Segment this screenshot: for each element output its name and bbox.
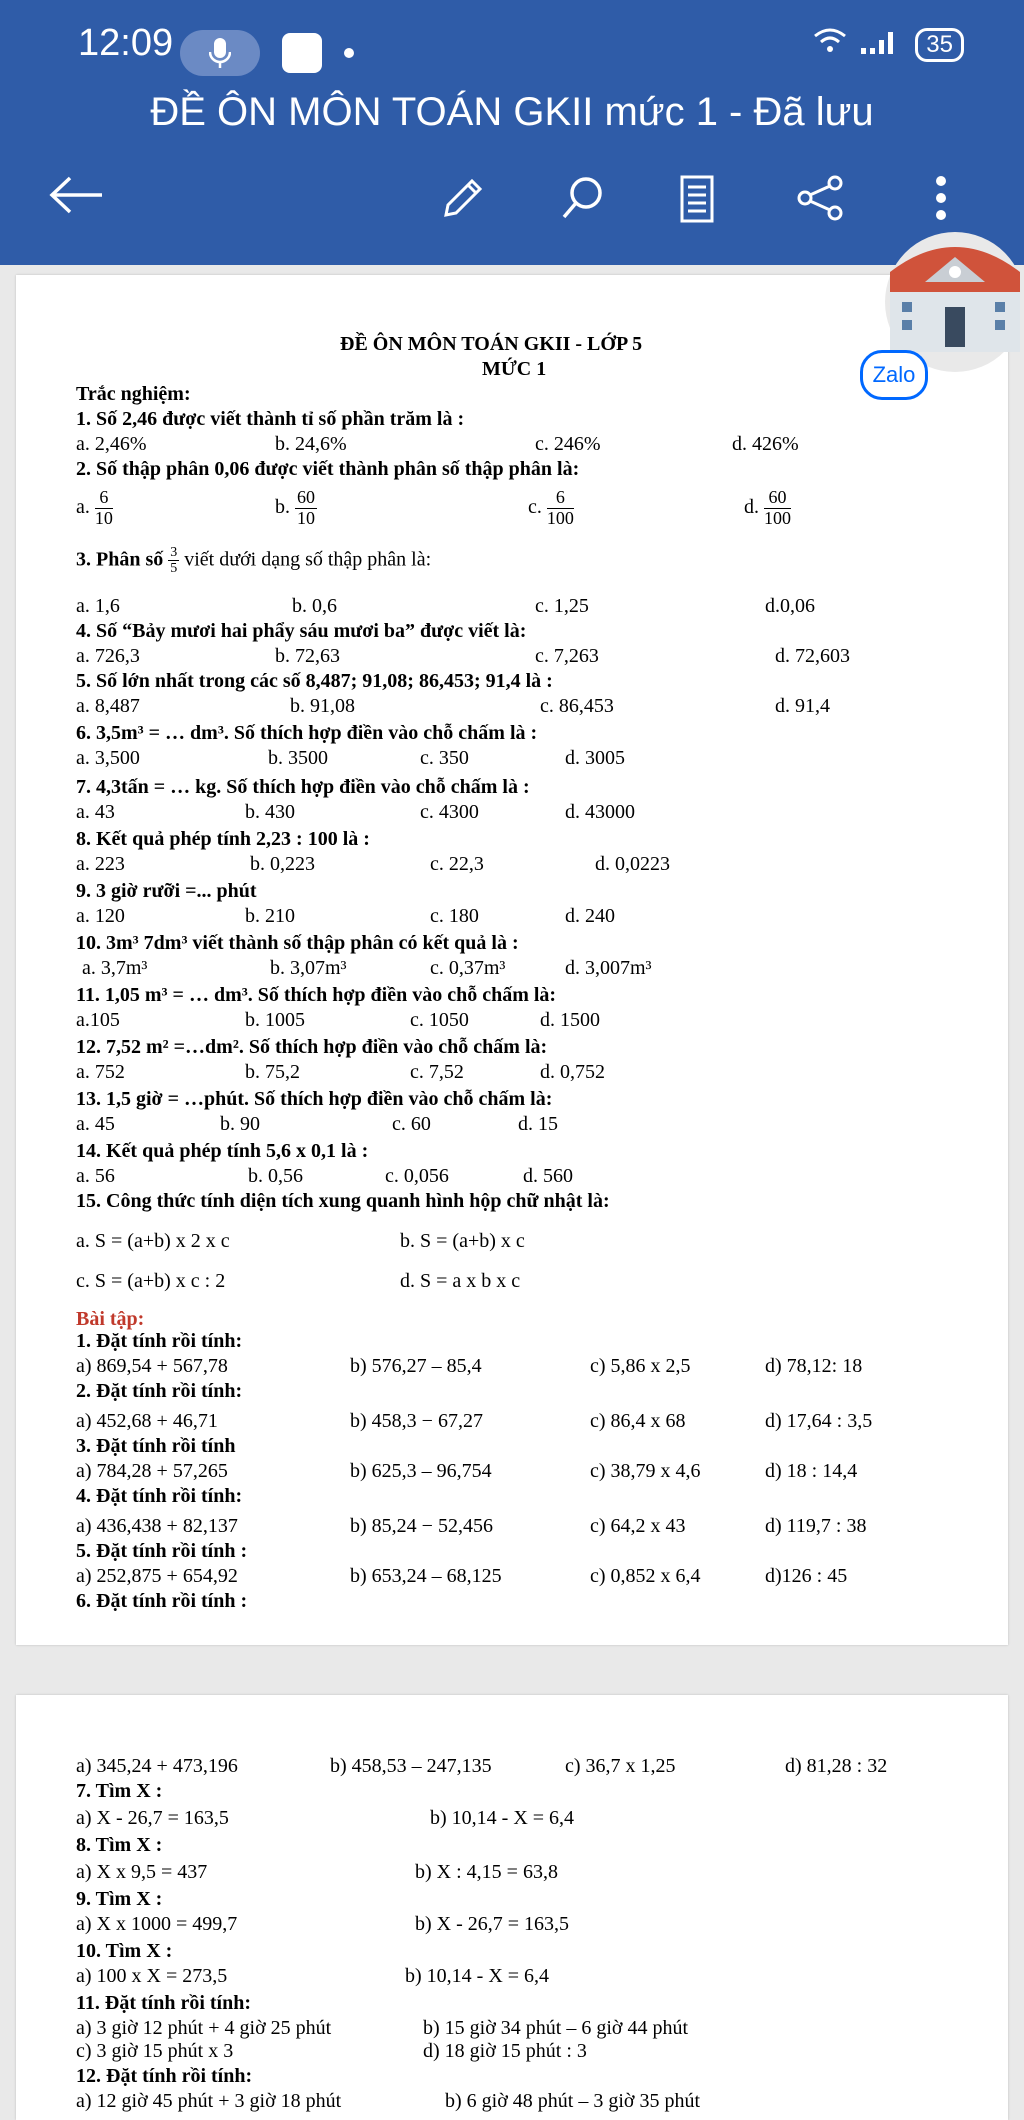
answer: d.0,06 xyxy=(765,595,815,617)
answer: d. 72,603 xyxy=(775,645,850,667)
answer: d. 43000 xyxy=(565,801,635,823)
answer: a. 223 xyxy=(76,853,125,875)
answer: c. 1050 xyxy=(410,1009,469,1031)
answer-fraction: c. $\frac{6}{100}$ xyxy=(528,487,574,528)
answer: c. 7,52 xyxy=(410,1061,464,1083)
question: 13. 1,5 giờ = …phút. Số thích hợp điền vào chỗ chấm là: xyxy=(76,1088,553,1110)
answer: d. 1500 xyxy=(540,1009,600,1031)
answer: b. 0,56 xyxy=(248,1165,303,1187)
exercise: 2. Đặt tính rồi tính: xyxy=(76,1380,243,1402)
exercise-item: a) 252,875 + 654,92 xyxy=(76,1565,238,1587)
answer: b. 1005 xyxy=(245,1009,305,1031)
exercise-item: a) 345,24 + 473,196 xyxy=(76,1755,238,1777)
answer: c. 350 xyxy=(420,747,469,769)
question: 14. Kết quả phép tính 5,6 x 0,1 là : xyxy=(76,1140,369,1162)
exercise-item: b) 15 giờ 34 phút – 6 giờ 44 phút xyxy=(423,2017,689,2039)
answer: d. 15 xyxy=(518,1113,558,1135)
exercise-item: b) 625,3 – 96,754 xyxy=(350,1460,492,1482)
exercise-item: b) 458,53 – 247,135 xyxy=(330,1755,492,1777)
question: 4. Số “Bảy mươi hai phẩy sáu mươi ba” được viết là: xyxy=(76,620,527,642)
answer: d. 240 xyxy=(565,905,615,927)
question: 7. 4,3tấn = … kg. Số thích hợp điền vào chỗ chấm là : xyxy=(76,776,530,798)
answer: b. 24,6% xyxy=(275,433,347,455)
answer: b. 210 xyxy=(245,905,295,927)
exercise-item: b) X : 4,15 = 63,8 xyxy=(415,1861,558,1883)
exercise: 10. Tìm X : xyxy=(76,1940,173,1962)
answer: b. 430 xyxy=(245,801,295,823)
answer: d. 560 xyxy=(523,1165,573,1187)
answer: a. 752 xyxy=(76,1061,125,1083)
exercise-item: d) 18 : 14,4 xyxy=(765,1460,858,1482)
exercise-item: b) 653,24 – 68,125 xyxy=(350,1565,502,1587)
exercise-item: a) 436,438 + 82,137 xyxy=(76,1515,238,1537)
exercise-item: d) 119,7 : 38 xyxy=(765,1515,867,1537)
answer: c. 86,453 xyxy=(540,695,614,717)
answer: a. 56 xyxy=(76,1165,115,1187)
exercise: 4. Đặt tính rồi tính: xyxy=(76,1485,243,1507)
answer: d. 3,007m³ xyxy=(565,957,652,979)
numerator: 3 xyxy=(170,545,178,560)
exercise-item: a) 869,54 + 567,78 xyxy=(76,1355,228,1377)
exercise-item: a) 12 giờ 45 phút + 3 giờ 18 phút xyxy=(76,2090,342,2112)
numerator: 6 xyxy=(95,488,113,509)
exercise: 7. Tìm X : xyxy=(76,1780,163,1802)
exercise-item: a) 784,28 + 57,265 xyxy=(76,1460,228,1482)
answer: b. 0,223 xyxy=(250,853,315,875)
status-time: 12:09 xyxy=(78,22,174,64)
answer: b. 91,08 xyxy=(290,695,355,717)
answer: d. 0,752 xyxy=(540,1061,605,1083)
exercise-item: b) 10,14 - X = 6,4 xyxy=(430,1807,575,1829)
exercise-item: a) X x 9,5 = 437 xyxy=(76,1861,208,1883)
answer: c. 7,263 xyxy=(535,645,599,667)
exercise-item: c) 5,86 x 2,5 xyxy=(590,1355,691,1377)
answer: a. 43 xyxy=(76,801,115,823)
answer-fraction: d. $\frac{60}{100}$ xyxy=(744,487,791,528)
question: 8. Kết quả phép tính 2,23 : 100 là : xyxy=(76,828,370,850)
doc-subtitle: MỨC 1 xyxy=(482,358,547,380)
answer: c. 180 xyxy=(430,905,479,927)
question: 3. Phân số $\frac{3}{5}$ viết dưới dạng số thập phân là: xyxy=(76,545,432,577)
answer: b. 72,63 xyxy=(275,645,340,667)
exercise: 8. Tìm X : xyxy=(76,1834,163,1856)
answer: d. 0,0223 xyxy=(595,853,670,875)
answer: a. 1,6 xyxy=(76,595,120,617)
answer: a. 3,7m³ xyxy=(82,957,148,979)
battery-icon: 35 xyxy=(915,28,964,62)
answer: d. 426% xyxy=(732,433,799,455)
exercise-item: b) 6 giờ 48 phút – 3 giờ 35 phút xyxy=(445,2090,701,2112)
answer: a. 726,3 xyxy=(76,645,140,667)
answer: d. 91,4 xyxy=(775,695,830,717)
doc-title: ĐỀ ÔN MÔN TOÁN GKII - LỚP 5 xyxy=(340,333,643,355)
answer: a. 120 xyxy=(76,905,125,927)
exercise-item: a) X - 26,7 = 163,5 xyxy=(76,1807,229,1829)
answer: c. 0,056 xyxy=(385,1165,449,1187)
exercise-item: c) 36,7 x 1,25 xyxy=(565,1755,676,1777)
exercise-item: a) X x 1000 = 499,7 xyxy=(76,1913,238,1935)
answer: a. 45 xyxy=(76,1113,115,1135)
answer-fraction: b. $\frac{60}{10}$ xyxy=(275,487,315,528)
question: 9. 3 giờ rưỡi =... phút xyxy=(76,880,257,902)
answer: b. 0,6 xyxy=(292,595,337,617)
answer: c. 60 xyxy=(392,1113,431,1135)
denominator: 10 xyxy=(94,507,113,528)
section-multiple-choice: Trắc nghiệm: xyxy=(76,383,191,405)
answer-fraction: a. $\frac{6}{10}$ xyxy=(76,487,113,528)
answer: a. 3,500 xyxy=(76,747,140,769)
exercise-item: c) 3 giờ 15 phút x 3 xyxy=(76,2040,234,2062)
exercise: 12. Đặt tính rồi tính: xyxy=(76,2065,253,2087)
answer: c. 246% xyxy=(535,433,601,455)
answer: b. 3500 xyxy=(268,747,328,769)
question: 10. 3m³ 7dm³ viết thành số thập phân có kết quả là : xyxy=(76,932,519,954)
question: 15. Công thức tính diện tích xung quanh hình hộp chữ nhật là: xyxy=(76,1190,610,1212)
exercise: 3. Đặt tính rồi tính xyxy=(76,1435,236,1457)
section-exercises: Bài tập: xyxy=(76,1308,145,1330)
question: 2. Số thập phân 0,06 được viết thành phân số thập phân là: xyxy=(76,458,580,480)
exercise-item: b) 85,24 − 52,456 xyxy=(350,1515,493,1537)
answer: b. 90 xyxy=(220,1113,260,1135)
exercise-item: b) 458,3 − 67,27 xyxy=(350,1410,483,1432)
exercise-item: d)126 : 45 xyxy=(765,1565,848,1587)
exercise-item: d) 18 giờ 15 phút : 3 xyxy=(423,2040,587,2062)
exercise-item: a) 100 x X = 273,5 xyxy=(76,1965,228,1987)
exercise-item: c) 38,79 x 4,6 xyxy=(590,1460,701,1482)
answer: c. 22,3 xyxy=(430,853,484,875)
numerator: 60 xyxy=(297,487,315,507)
answer: b. 75,2 xyxy=(245,1061,300,1083)
exercise-item: d) 81,28 : 32 xyxy=(785,1755,888,1777)
document-title: ĐỀ ÔN MÔN TOÁN GKII mức 1 - Đã lưu xyxy=(150,90,874,134)
answer: b. S = (a+b) x c xyxy=(400,1230,525,1252)
exercise-item: c) 64,2 x 43 xyxy=(590,1515,686,1537)
exercise: 6. Đặt tính rồi tính : xyxy=(76,1590,248,1612)
denominator: 5 xyxy=(170,561,178,577)
question: 11. 1,05 m³ = … dm³. Số thích hợp điền vào chỗ chấm là: xyxy=(76,984,557,1006)
denominator: 100 xyxy=(546,507,574,528)
zalo-badge[interactable]: Zalo xyxy=(860,350,928,400)
exercise-item: a) 452,68 + 46,71 xyxy=(76,1410,218,1432)
numerator: 6 xyxy=(547,488,574,509)
answer: c. 1,25 xyxy=(535,595,589,617)
answer: c. S = (a+b) x c : 2 xyxy=(76,1270,226,1292)
answer: c. 0,37m³ xyxy=(430,957,506,979)
exercise: 5. Đặt tính rồi tính : xyxy=(76,1540,248,1562)
exercise-item: b) 576,27 – 85,4 xyxy=(350,1355,482,1377)
question: 5. Số lớn nhất trong các số 8,487; 91,08; 86,453; 91,4 là : xyxy=(76,670,553,692)
exercise-item: c) 0,852 x 6,4 xyxy=(590,1565,701,1587)
answer: c. 4300 xyxy=(420,801,479,823)
answer: a.105 xyxy=(76,1009,120,1031)
exercise-item: d) 78,12: 18 xyxy=(765,1355,863,1377)
exercise: 11. Đặt tính rồi tính: xyxy=(76,1992,252,2014)
exercise-item: a) 3 giờ 12 phút + 4 giờ 25 phút xyxy=(76,2017,332,2039)
question: 6. 3,5m³ = … dm³. Số thích hợp điền vào chỗ chấm là : xyxy=(76,722,538,744)
exercise-item: b) 10,14 - X = 6,4 xyxy=(405,1965,550,1987)
exercise-item: d) 17,64 : 3,5 xyxy=(765,1410,873,1432)
exercise: 1. Đặt tính rồi tính: xyxy=(76,1330,243,1352)
exercise-item: c) 86,4 x 68 xyxy=(590,1410,686,1432)
answer: a. 8,487 xyxy=(76,695,140,717)
exercise: 9. Tìm X : xyxy=(76,1888,163,1910)
answer: a. 2,46% xyxy=(76,433,147,455)
answer: d. 3005 xyxy=(565,747,625,769)
answer: a. S = (a+b) x 2 x c xyxy=(76,1230,230,1252)
numerator: 60 xyxy=(764,488,791,509)
denominator: 100 xyxy=(764,507,791,528)
denominator: 10 xyxy=(297,507,315,528)
exercise-item: b) X - 26,7 = 163,5 xyxy=(415,1913,570,1935)
question: 1. Số 2,46 được viết thành tỉ số phần trăm là : xyxy=(76,408,465,430)
question: 12. 7,52 m² =…dm². Số thích hợp điền vào chỗ chấm là: xyxy=(76,1036,548,1058)
answer: d. S = a x b x c xyxy=(400,1270,521,1292)
answer: b. 3,07m³ xyxy=(270,957,347,979)
